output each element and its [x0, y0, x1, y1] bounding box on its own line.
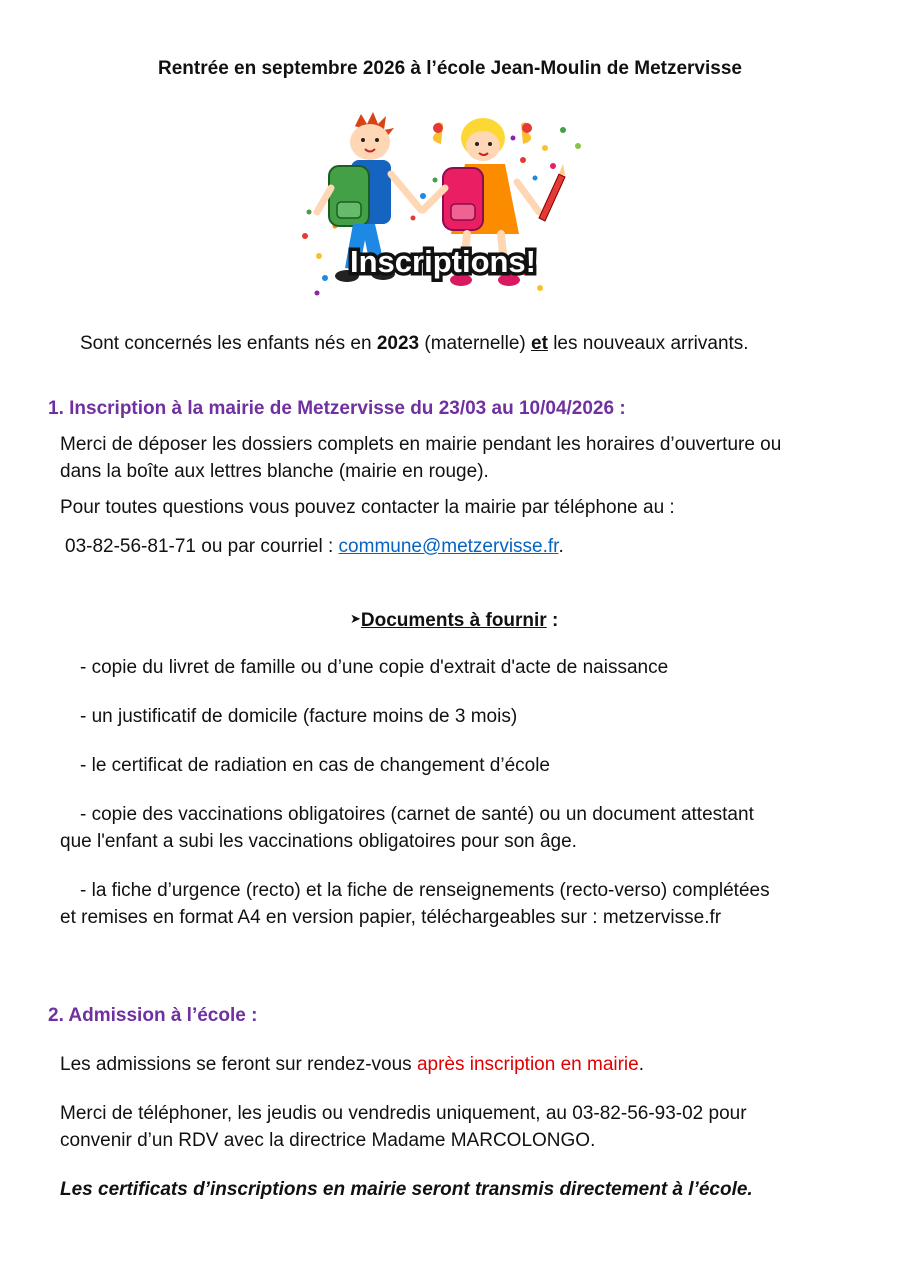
document-item: - le certificat de radiation en cas de changement d’école [80, 755, 550, 776]
intro-text: Sont concernés les enfants nés en 2023 (maternelle) et les nouveaux arrivants. [80, 333, 749, 354]
svg-text:Inscriptions!: Inscriptions! [349, 244, 537, 279]
document-item: - copie du livret de famille ou d’une copie d'extrait d'acte de naissance [80, 657, 669, 678]
page-title: Rentrée en septembre 2026 à l’école Jean-Moulin de Metzervisse [158, 58, 742, 79]
email-link[interactable]: commune@metzervisse.fr [338, 536, 559, 557]
closing-note: Les certificats d’inscriptions en mairie seront transmis directement à l’école. [60, 1179, 753, 1200]
section2-heading: 2. Admission à l’école : [48, 1005, 258, 1026]
document-item: - un justificatif de domicile (facture moins de 3 mois) [80, 706, 518, 727]
inscriptions-banner [350, 244, 536, 279]
document-item: - copie des vaccinations obligatoires (carnet de santé) ou un document attestant [80, 804, 754, 825]
section1-line3: Pour toutes questions vous pouvez contacter la mairie par téléphone au : [60, 497, 675, 518]
section1-heading: 1. Inscription à la mairie de Metzervisse du 23/03 au 10/04/2026 : [48, 398, 626, 419]
documents-heading: ➤Documents à fournir : [350, 610, 559, 631]
kids-backpack-illustration [295, 108, 590, 308]
section2-line2: Merci de téléphoner, les jeudis ou vendredis uniquement, au 03-82-56-93-02 pour [60, 1103, 747, 1124]
section2-line1: Les admissions se feront sur rendez-vous après inscription en mairie. [60, 1054, 644, 1075]
document-item-continued: que l'enfant a subi les vaccinations obligatoires pour son âge. [60, 831, 577, 852]
section1-contact: 03-82-56-81-71 ou par courriel : commune@metzervisse.fr. [65, 536, 564, 557]
section1-line2: dans la boîte aux lettres blanche (mairie en rouge). [60, 461, 489, 482]
document-item-continued: et remises en format A4 en version papier, téléchargeables sur : metzervisse.fr [60, 907, 722, 928]
pointer-arrow-icon: ➤ [350, 611, 361, 626]
document-item: - la fiche d’urgence (recto) et la fiche de renseignements (recto-verso) complétées [80, 880, 770, 901]
section1-line1: Merci de déposer les dossiers complets en mairie pendant les horaires d’ouverture ou [60, 434, 782, 455]
section2-line3: convenir d’un RDV avec la directrice Madame MARCOLONGO. [60, 1130, 596, 1151]
